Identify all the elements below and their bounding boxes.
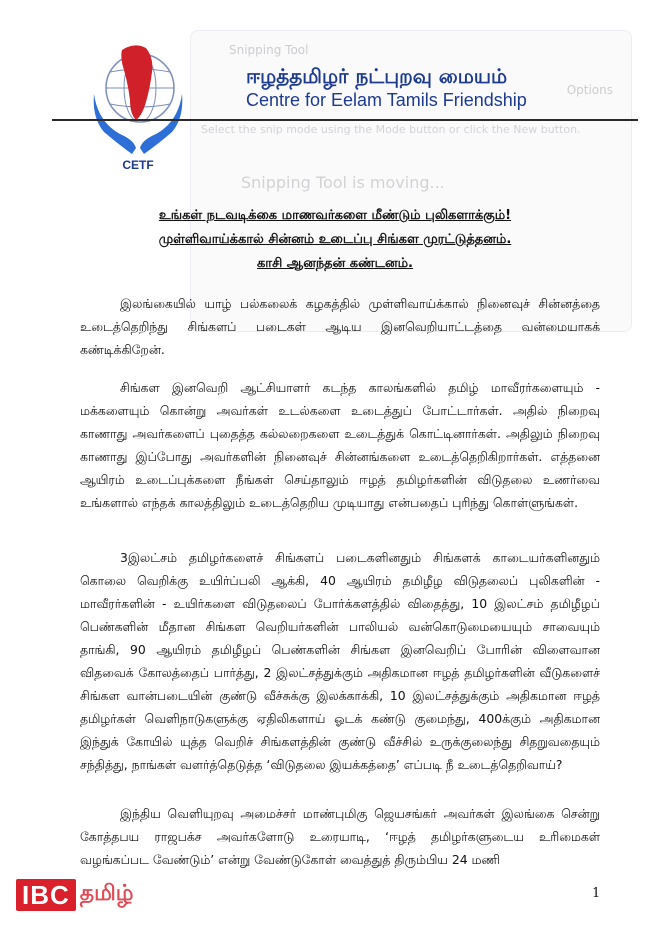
- page-number: 1: [592, 886, 601, 901]
- logo-text: CETF: [122, 158, 154, 172]
- heading-3: காசி ஆனந்தன் கண்டனம்.: [256, 256, 413, 271]
- header-divider: [52, 119, 638, 121]
- overlay-title: Snipping Tool: [229, 43, 309, 57]
- cetf-logo: [88, 36, 188, 176]
- paragraph-3: 3இலட்சம் தமிழர்களைச் சிங்களப் படைகளினதும் சிங்களக் காடையர்களினதும் கொலை வெறிக்கு உயிர்ப்பலி ஆக்கி, 40 ஆயிரம் தமிழீழ விடுதலைப் புலிகளின் - மாவீரர்களின் - உயிர்களை விடுதலைப் போர்க்களத்தில் விதைத்து, 10 இலட்சம் தமிழீழப் பெண்களின் மீதான சிங்கள வெறியர்களின் பாலியல் வன்கொடுமையையும் சாவையும் தாங்கி, 90 ஆயிரம் தமிழீழப் பெண்களின் சிங்கள இனவெறிப் போரின் விளைவான விதவைக் கோலத்தைப் பார்த்து, 2 இலட்சத்துக்கும் அதிகமான ஈழத் தமிழர்களின் வீடுகளைச் சிங்கள வான்படையின் குண்டு வீச்சுக்கு இலக்காக்கி, 10 இலட்சத்துக்கும் அதிகமான ஈழத் தமிழர்கள் வெளிநாடுகளுக்கு ஏதிலிகளாய் ஓடக் கண்டு குமைந்து, 400க்கும் அதிகமான இந்துக் கோயில் யுத்த வெறிச் சிங்களத்தின் குண்டு வீச்சில் உருக்குலைந்து சிதறுவதையும் சந்தித்து, நாங்கள் வளர்த்தெடுத்த ‘விடுதலை இயக்கத்தை’ எப்படி நீ உடைத்தெறிவாய்?: [80, 550, 600, 772]
- paragraph-2: சிங்கள இனவெறி ஆட்சியாளர் கடந்த காலங்களில் தமிழ் மாவீரர்களையும் - மக்களையும் கொன்று அவர்கள் உடல்களை உடைத்துப் போட்டார்கள். அதில் நிறைவு காணாது அவர்களைப் புதைத்த கல்லறைகளை உடைத்துக் கொட்டினார்கள். அதிலும் நிறைவு காணாது இப்போது அவர்களின் நினைவுச் சின்னங்களை உடைத்தெறிகிறார்கள். எத்தனை ஆயிரம் உடைப்புக்களை நீங்கள் செய்தாலும் ஈழத் தமிழர்களின் விடுதலை உணர்வை உங்களால் எந்தக் காலத்திலும் உடைத்தெறிய முடியாது என்பதைப் புரிந்து கொள்ளுங்கள்.: [80, 380, 600, 510]
- heading-2: முள்ளிவாய்க்கால் சின்னம் உடைப்பு சிங்கள முரட்டுத்தனம்.: [158, 232, 512, 247]
- ibc-watermark: [16, 879, 133, 911]
- org-name-english: Centre for Eelam Tamils Friendship: [246, 90, 527, 110]
- ibc-logo-latin: IBC: [16, 879, 76, 911]
- ibc-logo-tamil: தமிழ்: [79, 881, 134, 906]
- heading-1: உங்கள் நடவடிக்கை மாணவர்களை மீண்டும் புலிகளாக்கும்!: [158, 208, 512, 223]
- overlay-options: Options: [566, 83, 613, 97]
- paragraph-1: இலங்கையில் யாழ் பல்கலைக் கழகத்தில் முள்ளிவாய்க்கால் நினைவுச் சின்னத்தை உடைத்தெறிந்து சிங்களப் படைகள் ஆடிய இனவெறியாட்டத்தை வன்மையாகக் கண்டிக்கிறேன்.: [80, 296, 600, 357]
- org-name-tamil: ஈழத்தமிழர் நட்புறவு மையம்: [246, 64, 508, 88]
- paragraph-4: இந்திய வெளியுறவு அமைச்சர் மாண்புமிகு ஜெயசங்கர் அவர்கள் இலங்கை சென்று கோத்தபய ராஜபக்ச அவர்களோடு உரையாடி, ‘ஈழத் தமிழர்களுடைய உரிமைகள் வழங்கப்பட வேண்டும்’ என்று வேண்டுகோள் வைத்துத் திரும்பிய 24 மணி: [80, 806, 600, 867]
- overlay-hint: Select the snip mode using the Mode button or click the New button.: [201, 123, 581, 136]
- overlay-moving-text: Snipping Tool is moving...: [241, 173, 445, 192]
